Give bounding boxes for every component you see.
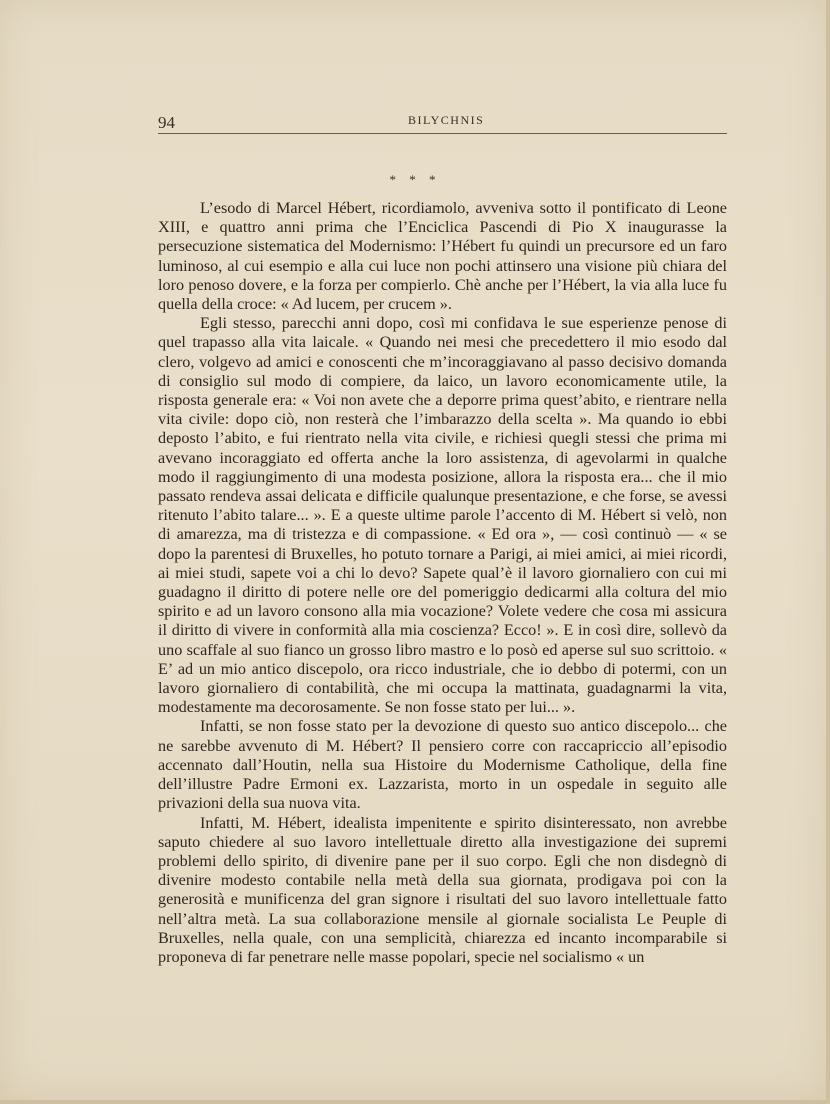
paragraph: Egli stesso, parecchi anni dopo, così mi confidava le sue esperienze penose di quel trapasso alla vita laicale. « Quando nei mesi che precedettero il mio esodo dal clero, volgevo ad amici e conoscenti che m’incoraggiavano al passo decisivo domanda di consiglio sul modo di compiere, da laico, un lavoro economicamente utile, la risposta generale era: « Voi non avete che a deporre prima quest’abito, e rientrare nella vita civile: dopo ciò, non resterà che l’imbarazzo della scelta ». Ma quando io ebbi deposto l’abito, e fui rientrato nella vita civile, e richiesi quegli stessi che prima mi avevano incoraggiato ed offerta anche la loro assistenza, di agevolarmi in qualche modo il raggiungimento di una modesta posizione, allora la risposta era... che il mio passato rendeva assai delicata e difficile qualunque presentazione, e che forse, se avessi ritenuto l’abito talare... ». E a queste ultime parole l’accento di M. Hébert si velò, non di amarezza, ma di tristezza e di compassione. « Ed ora », — così continuò — « se dopo la parentesi di Bruxelles, ho potuto tornare a Parigi, ai miei amici, ai miei ricordi, ai miei studi, sapete voi a chi lo devo? Sapete qual’è il lavoro giornaliero con cui mi guadagno il diritto di potere nelle ore del pomeriggio dedicarmi alla coltura del mio spirito e ad un lavoro consono alla mia vocazione? Volete vedere che cosa mi assicura il diritto di vivere in conformità alla mia coscienza? Ecco! ». E in così dire, sollevò da uno scaffale al suo fianco un grosso libro mastro e lo posò ed aperse sul suo scrittoio. « E’ ad un mio antico discepolo, ora ricco industriale, che io debbo di potermi, con un lavoro giornaliero di contabilità, che mi occupa la mattinata, guadagnarmi la vita, modestamente ma decorosamente. Se non fosse stato per lui... ». bbox=[158, 314, 727, 717]
body-text bbox=[158, 199, 727, 967]
paragraph: L’esodo di Marcel Hébert, ricordiamolo, avveniva sotto il pontificato di Leone XIII, e quattro anni prima che l’Enciclica Pascendi di Pio X inaugurasse la persecuzione sistematica del Modernismo: l’Hébert fu quindi un precursore ed un faro luminoso, al cui esempio e alla cui luce non pochi attinsero una visione più chiara del loro penoso dovere, e la forza per compierlo. Chè anche per l’Hébert, la via alla luce fu quella della croce: « Ad lucem, per crucem ». bbox=[158, 199, 727, 314]
running-head: BILYCHNIS bbox=[408, 113, 485, 127]
section-separator: * * * bbox=[389, 172, 441, 187]
paragraph: Infatti, se non fosse stato per la devozione di questo suo antico discepolo... che ne sarebbe avvenuto di M. Hébert? Il pensiero corre con raccapriccio all’episodio accennato dall’Houtin, nella sua Histoire du Modernisme Catholique, della fine dell’illustre Padre Ermoni ex. Lazzarista, morto in un ospedale in seguito alle privazioni della sua nuova vita. bbox=[158, 717, 727, 813]
paragraph: Infatti, M. Hébert, idealista impenitente e spirito disinteressato, non avrebbe saputo chiedere al suo lavoro intellettuale diretto alla investigazione dei supremi problemi dello spirito, di divenire pane per il suo corpo. Egli che non disdegnò di divenire modesto contabile nella metà della sua giornata, prodigava poi con la generosità e munificenza del gran signore i risultati del suo lavoro intellettuale fatto nell’altra metà. La sua collaborazione mensile al giornale socialista Le Peuple di Bruxelles, nella quale, con una semplicità, chiarezza ed incanto incomparabile si proponeva di far penetrare nelle masse popolari, specie nel socialismo « un bbox=[158, 813, 727, 966]
page-number: 94 bbox=[158, 113, 175, 132]
header-rule bbox=[158, 133, 727, 134]
